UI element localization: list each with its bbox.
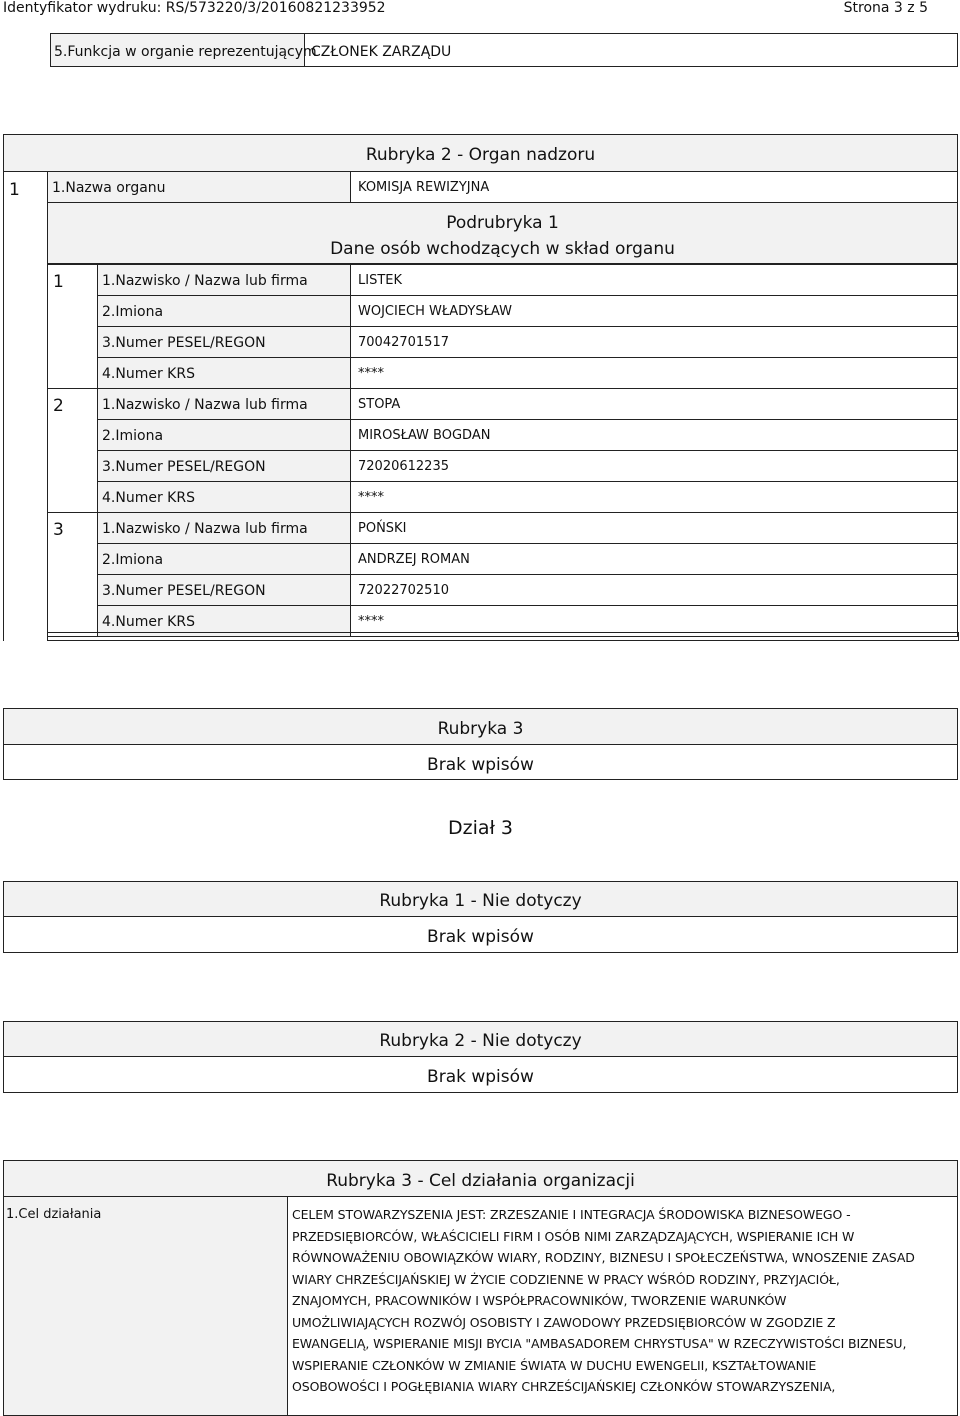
person-field-value-cell (350, 357, 958, 389)
dzial3-title: Dział 3 (447, 817, 514, 839)
purpose-line: ZNAJOMYCH, PRACOWNIKÓW I WSPÓŁPRACOWNIKÓW, TWORZENIE WARUNKÓW (292, 1293, 787, 1308)
organ-name-value: KOMISJA REWIZYJNA (358, 180, 490, 195)
purpose-line: OSOBOWOŚCI I POGŁĘBIANIA WIARY CHRZEŚCIJAŃSKIEJ CZŁONKÓW STOWARZYSZENIA, (292, 1379, 836, 1394)
purpose-label: 1.Cel działania (6, 1207, 102, 1222)
person-field-label: 4.Numer KRS (102, 366, 195, 382)
person-field-label: 3.Numer PESEL/REGON (102, 335, 266, 351)
person-field-value: WOJCIECH WŁADYSŁAW (358, 304, 512, 319)
d3-rubryka1-empty: Brak wpisów (427, 927, 534, 947)
organ-name-label: 1.Nazwa organu (52, 180, 166, 196)
person-field-value: **** (358, 614, 384, 629)
person-field-label: 3.Numer PESEL/REGON (102, 459, 266, 475)
purpose-line: CELEM STOWARZYSZENIA JEST: ZRZESZANIE I INTEGRACJA ŚRODOWISKA BIZNESOWEGO - (292, 1207, 851, 1222)
purpose-line: EWANGELIĄ, WSPIERANIE MISJI BYCIA "AMBASADOREM CHRYSTUSA" W RZECZYWISTOŚCI BIZNESU, (292, 1336, 907, 1351)
person-field-value: STOPA (358, 397, 401, 412)
person-number: 1 (53, 272, 64, 292)
organ-row-number: 1 (9, 180, 20, 200)
person-field-value: 72022702510 (358, 583, 449, 598)
rubryka3-empty: Brak wpisów (427, 755, 534, 775)
d3-rubryka2-title: Rubryka 2 - Nie dotyczy (379, 1031, 582, 1051)
purpose-line: UMOŻLIWIAJĄCYCH ROZWÓJ OSOBISTY I ZAWODOWY PRZEDSIĘBIORCÓW W ZGODZIE Z (292, 1314, 836, 1330)
person-field-label: 1.Nazwisko / Nazwa lub firma (102, 521, 308, 537)
person-number: 2 (53, 396, 64, 416)
person-field-value: POŃSKI (358, 521, 407, 536)
person-field-value-cell (350, 264, 958, 296)
function-label: 5.Funkcja w organie reprezentującym (54, 44, 317, 60)
podrubryka-title: Podrubryka 1 (446, 213, 559, 233)
person-field-label: 4.Numer KRS (102, 490, 195, 506)
person-field-value: 72020612235 (358, 459, 449, 474)
person-field-label: 2.Imiona (102, 428, 164, 444)
person-field-value: **** (358, 490, 384, 505)
rubryka3-title: Rubryka 3 (437, 719, 524, 739)
purpose-line: WIARY CHRZEŚCIJAŃSKIEJ W ŻYCIE CODZIENNE W PRACY WŚRÓD RODZINY, PRZYJACIÓŁ, (292, 1271, 840, 1287)
person-field-value: MIROSŁAW BOGDAN (358, 428, 491, 443)
organ-nadzoru-title: Rubryka 2 - Organ nadzoru (365, 145, 596, 165)
purpose-line: RÓWNOWAŻENIU OBOWIĄZKÓW WIARY, RODZINY, BIZNESU I SPOŁECZEŃSTWA, WNOSZENIE ZASAD (292, 1250, 915, 1265)
print-identifier: Identyfikator wydruku: RS/573220/3/20160821233952 (3, 0, 386, 16)
person-number: 3 (53, 520, 64, 540)
podrubryka-subtitle: Dane osób wchodzących w skład organu (330, 239, 675, 259)
person-field-value-cell (350, 388, 958, 420)
person-field-value-cell (350, 512, 958, 544)
person-field-label: 4.Numer KRS (102, 614, 195, 630)
person-field-label: 2.Imiona (102, 304, 164, 320)
person-field-label: 3.Numer PESEL/REGON (102, 583, 266, 599)
person-field-label: 1.Nazwisko / Nazwa lub firma (102, 397, 308, 413)
person-field-label: 1.Nazwisko / Nazwa lub firma (102, 273, 308, 289)
d3-rubryka3-title: Rubryka 3 - Cel działania organizacji (326, 1171, 635, 1191)
person-field-value: LISTEK (358, 273, 403, 288)
person-field-value: ANDRZEJ ROMAN (358, 552, 470, 567)
person-field-value: 70042701517 (358, 335, 449, 350)
d3-rubryka2-empty: Brak wpisów (427, 1067, 534, 1087)
purpose-label-cell (3, 1196, 288, 1416)
function-value: CZŁONEK ZARZĄDU (311, 44, 452, 60)
page-number: Strona 3 z 5 (843, 0, 928, 16)
purpose-line: WSPIERANIE CZŁONKÓW W ZMIANIE ŚWIATA W DUCHU EWENGELII, KSZTAŁTOWANIE (292, 1357, 817, 1373)
person-field-label: 2.Imiona (102, 552, 164, 568)
d3-rubryka1-title: Rubryka 1 - Nie dotyczy (379, 891, 582, 911)
purpose-line: PRZEDSIĘBIORCÓW, WŁAŚCICIELI FIRM I OSÓB NIMI ZARZĄDZAJĄCYCH, WSPIERANIE ICH W (292, 1228, 855, 1244)
person-field-value: **** (358, 366, 384, 381)
person-field-value-cell (350, 481, 958, 513)
